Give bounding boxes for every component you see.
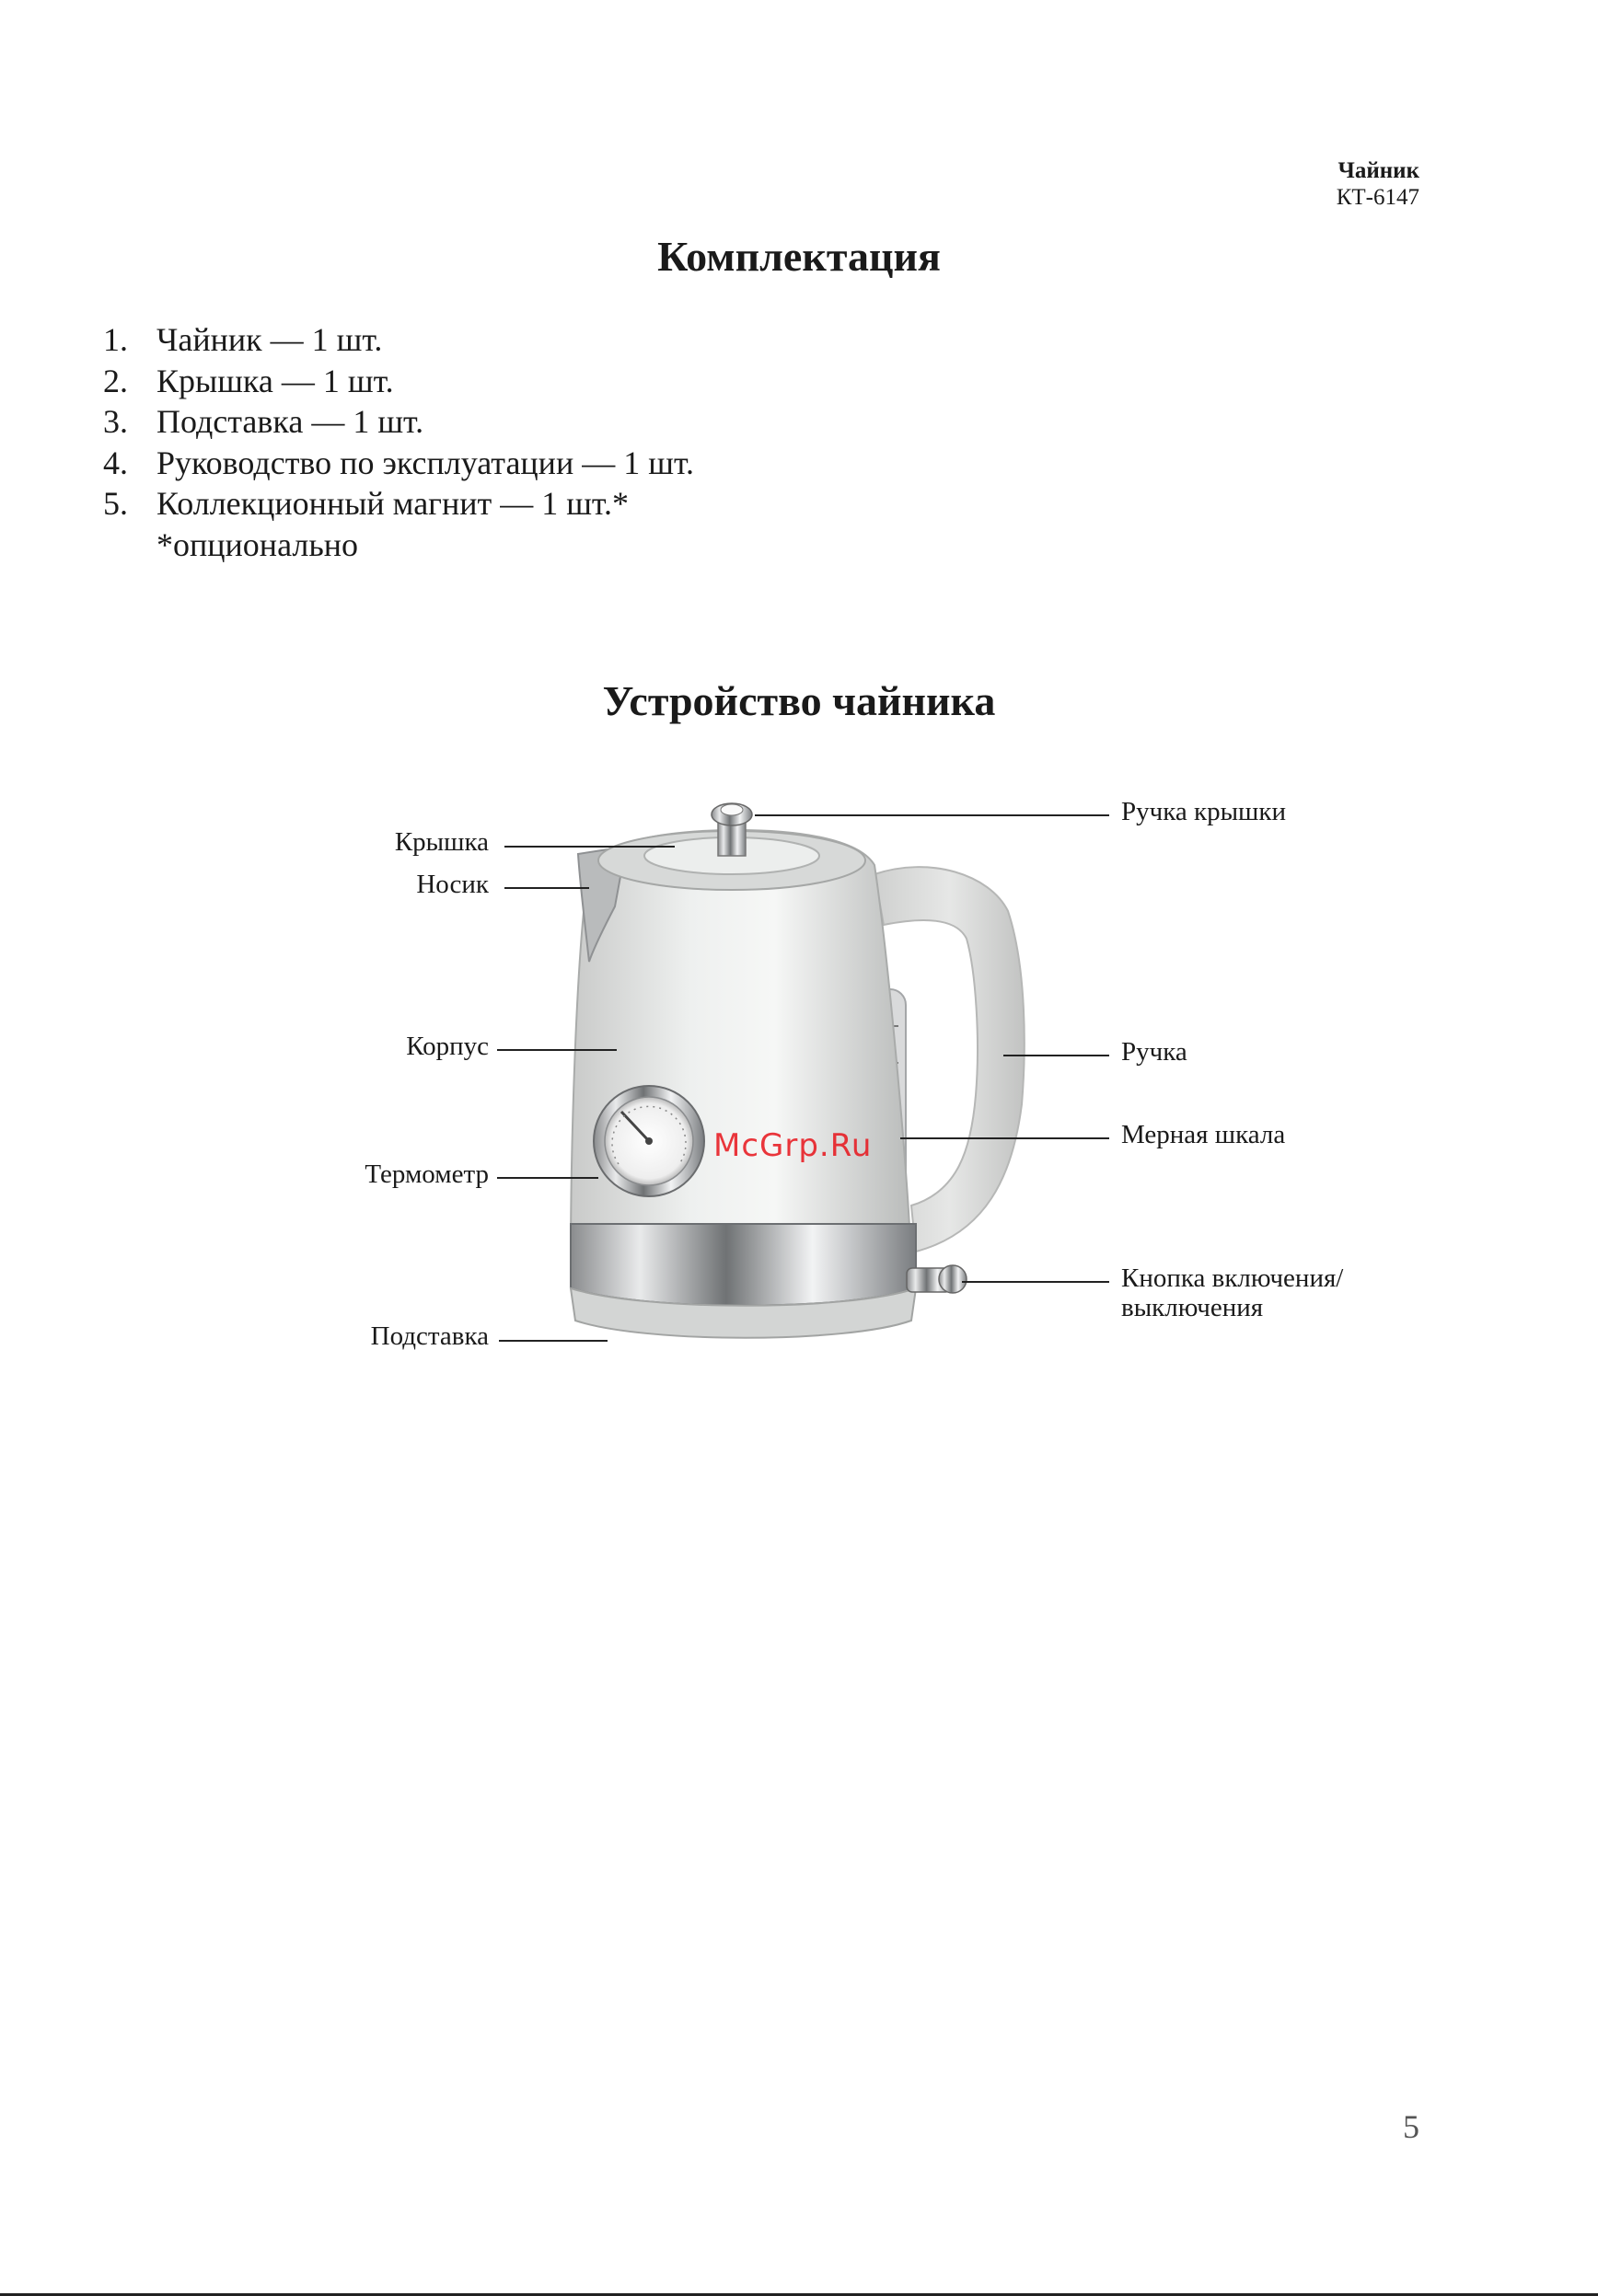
list-item [103, 319, 694, 361]
kettle-diagram [0, 773, 1598, 1417]
product-model: КТ-6147 [1336, 184, 1419, 210]
list-item [103, 483, 694, 525]
list-item-text: Крышка — 1 шт. [156, 362, 394, 399]
label-handle: Ручка [1121, 1037, 1187, 1067]
list-item [103, 401, 694, 443]
label-thermometer: Термометр [365, 1160, 489, 1189]
power-button [907, 1265, 967, 1293]
kettle-body [571, 830, 911, 1261]
label-spout: Носик [416, 870, 489, 899]
lid-knob [712, 803, 752, 856]
kettle-illustration [0, 773, 1598, 1417]
list-item-number: 5. [103, 485, 128, 522]
list-item [103, 361, 694, 402]
list-item-text: Подставка — 1 шт. [156, 403, 424, 440]
list-item-text: Чайник — 1 шт. [156, 321, 383, 358]
product-name: Чайник [1337, 158, 1419, 183]
chrome-band [571, 1224, 916, 1306]
label-water-scale: Мерная шкала [1121, 1120, 1286, 1149]
label-power-button [1121, 1264, 1343, 1323]
list-item-number: 3. [103, 403, 128, 440]
device-title: Устройство чайника [602, 677, 996, 724]
list-item-number: 1. [103, 321, 128, 358]
thermometer-dial [594, 1086, 704, 1196]
list-item [103, 443, 694, 484]
label-power-button-line1: Кнопка включения/ [1121, 1263, 1344, 1293]
list-item-number: 2. [103, 362, 128, 399]
list-item-number: 4. [103, 444, 128, 481]
header-product [1337, 158, 1419, 212]
watermark: McGrp.Ru [713, 1127, 873, 1164]
optional-note: *опционально [156, 525, 359, 563]
contents-list [103, 319, 694, 565]
list-item-text: Коллекционный магнит — 1 шт.* [156, 485, 629, 522]
label-base: Подставка [370, 1321, 489, 1351]
list-item-text: Руководство по эксплуатации — 1 шт. [156, 444, 694, 481]
label-lid: Крышка [394, 827, 489, 857]
page-number: 5 [1403, 2108, 1419, 2145]
label-body: Корпус [406, 1032, 489, 1061]
label-power-button-line2: выключения [1121, 1292, 1264, 1322]
label-lid-handle: Ручка крышки [1121, 797, 1286, 826]
contents-title: Комплектация [657, 233, 941, 280]
